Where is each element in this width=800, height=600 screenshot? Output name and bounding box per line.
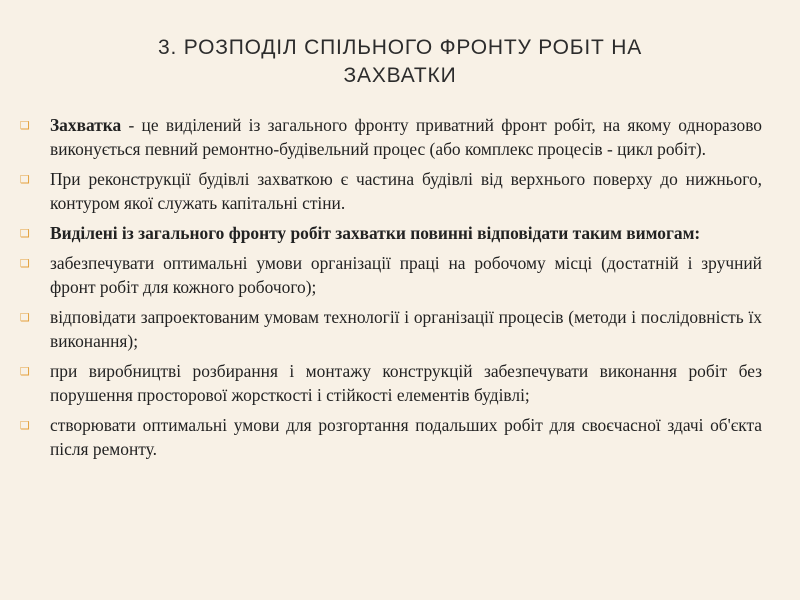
- bullet-square-icon: ❑: [20, 365, 30, 378]
- bullet-item-requirement-3: [20, 359, 762, 407]
- bullet-square-icon: ❑: [20, 311, 30, 324]
- bullet-square-icon: ❑: [20, 119, 30, 132]
- slide-title: [60, 34, 740, 90]
- bullet-square-icon: ❑: [20, 419, 30, 432]
- reconstruction-text: При реконструкції будівлі захваткою є частина будівлі від верхнього поверху до нижнього, контуром якої служать капітальні стіни.: [50, 169, 762, 213]
- requirement-1-text: забезпечувати оптимальні умови організації праці на робочому місці (достатній і зручний фронт робіт для кожного робочого);: [50, 253, 762, 297]
- definition-term: Захватка: [50, 115, 122, 135]
- bullet-square-icon: ❑: [20, 257, 30, 270]
- title-line-2: ЗАХВАТКИ: [343, 64, 457, 87]
- bullet-item-requirement-1: [20, 251, 762, 299]
- bullet-item-requirements-heading: [20, 221, 762, 245]
- requirements-heading: Виділені із загального фронту робіт захватки повинні відповідати таким вимогам:: [50, 223, 701, 243]
- title-line-1: 3. РОЗПОДІЛ СПІЛЬНОГО ФРОНТУ РОБІТ НА: [157, 36, 642, 59]
- bullet-item-requirement-2: [20, 305, 762, 353]
- definition-text: - це виділений із загального фронту приватний фронт робіт, на якому одноразово виконується певний ремонтно-будівельний процес (або комплекс процесів - цикл робіт).: [50, 115, 762, 159]
- bullet-item-reconstruction: [20, 167, 762, 215]
- bullet-list: [20, 113, 762, 467]
- requirement-3-text: при виробництві розбирання і монтажу конструкцій забезпечувати виконання робіт без порушення просторової жорсткості і стійкості елементів будівлі;: [50, 361, 762, 405]
- bullet-item-requirement-4: [20, 413, 762, 461]
- bullet-item-definition: [20, 113, 762, 161]
- bullet-square-icon: ❑: [20, 227, 30, 240]
- requirement-4-text: створювати оптимальні умови для розгортання подальших робіт для своєчасної здачі об'єкта після ремонту.: [50, 415, 762, 459]
- requirement-2-text: відповідати запроектованим умовам технології і організації процесів (методи і послідовність їх виконання);: [50, 307, 762, 351]
- bullet-square-icon: ❑: [20, 173, 30, 186]
